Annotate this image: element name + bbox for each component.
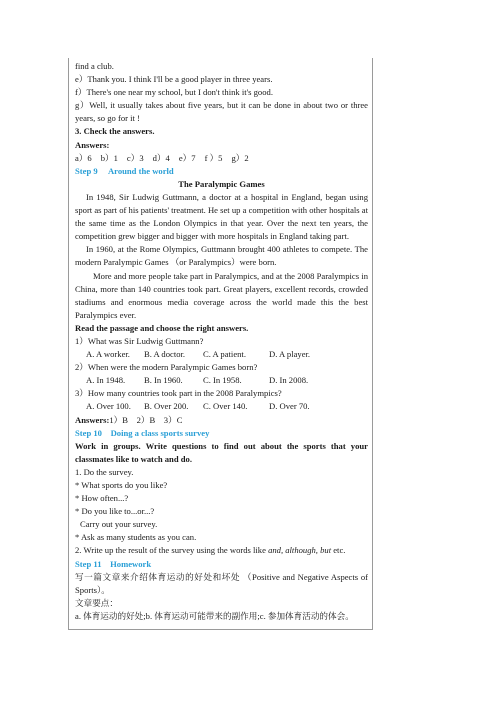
question-options: A. Over 100. B. Over 200. C. Over 140. D. Over 70. (86, 401, 310, 412)
passage-paragraph: More and more people take part in Paralympics, and at the 2008 Paralympics in China, more than 140 countries took part. Great players, excellent records, crowded stadiums and enormous media coverage across the world made this the best Paralympics ever. (75, 270, 368, 320)
page-border-bottom (68, 629, 372, 630)
survey-line: 1. Do the survey. (75, 466, 134, 477)
page-border-left (68, 58, 69, 630)
dialogue-line: e）Thank you. I think I'll be a good player in three years. (75, 74, 273, 85)
survey-line: * How often...? (75, 493, 129, 504)
question: 2）When were the modern Paralympic Games born? (75, 362, 258, 373)
document-body (75, 60, 368, 623)
homework-line: a. 体育运动的好处;b. 体育运动可能带来的副作用;c. 参加体育活动的体会。 (75, 610, 354, 621)
question: 3）How many countries took part in the 2008 Paralympics? (75, 388, 282, 399)
survey-instruction: Work in groups. Write questions to find out about the sports that your classmates like to watch and do. (75, 440, 368, 464)
quiz-answers: Answers:1）B 2）B 3）C (75, 414, 183, 425)
question-options: A. In 1948. B. In 1960. C. In 1958. D. In 2008. (86, 375, 309, 386)
step-11-heading: Step 11 Homework (75, 558, 152, 569)
survey-line: 2. Write up the result of the survey using the words like and, although, but etc. (75, 545, 346, 556)
passage-paragraph: In 1948, Sir Ludwig Guttmann, a doctor at a hospital in England, began using sport as part of his patients' treatment. He set up a competition with other hospitals at the same time as the London Olympics in that year. Over the next ten years, the competition grew bigger and bigger with more hospitals in England taking part. (75, 191, 368, 242)
question-options: A. A worker. B. A doctor. C. A patient. D. A player. (86, 349, 311, 360)
dialogue-line: f）There's one near my school, but I don't think it's good. (75, 87, 273, 98)
passage-paragraph: In 1960, at the Rome Olympics, Guttmann brought 400 athletes to compete. The modern Paralympic Games （or Paralympics）were born. (75, 244, 368, 268)
answers-heading: Answers: (75, 139, 110, 150)
dialogue-line: find a club. (75, 61, 114, 71)
section-heading: 3. Check the answers. (75, 126, 155, 137)
homework-line: 写一篇文章来介绍体育运动的好处和坏处 （Positive and Negative Aspects of Sports）。 (75, 571, 368, 595)
quiz-instruction: Read the passage and choose the right answers. (75, 322, 249, 333)
survey-line: * Ask as many students as you can. (75, 532, 197, 543)
passage-title: The Paralympic Games (178, 178, 265, 189)
survey-line: Carry out your survey. (80, 519, 158, 530)
answers-list: a）6 b）1 c）3 d）4 e）7 f ）5 g）2 (75, 152, 249, 163)
page-border-right (372, 58, 373, 630)
dialogue-line: g）Well, it usually takes about five years, but it can be done in about two or three years, so go for it ! (75, 100, 368, 124)
question: 1）What was Sir Ludwig Guttmann? (75, 335, 204, 346)
step-9-heading: Step 9 Around the world (75, 165, 174, 176)
survey-line: * Do you like to...or...? (75, 506, 155, 517)
homework-line: 文章要点： (75, 597, 118, 608)
survey-line: * What sports do you like? (75, 480, 168, 490)
step-10-heading: Step 10 Doing a class sports survey (75, 427, 210, 438)
